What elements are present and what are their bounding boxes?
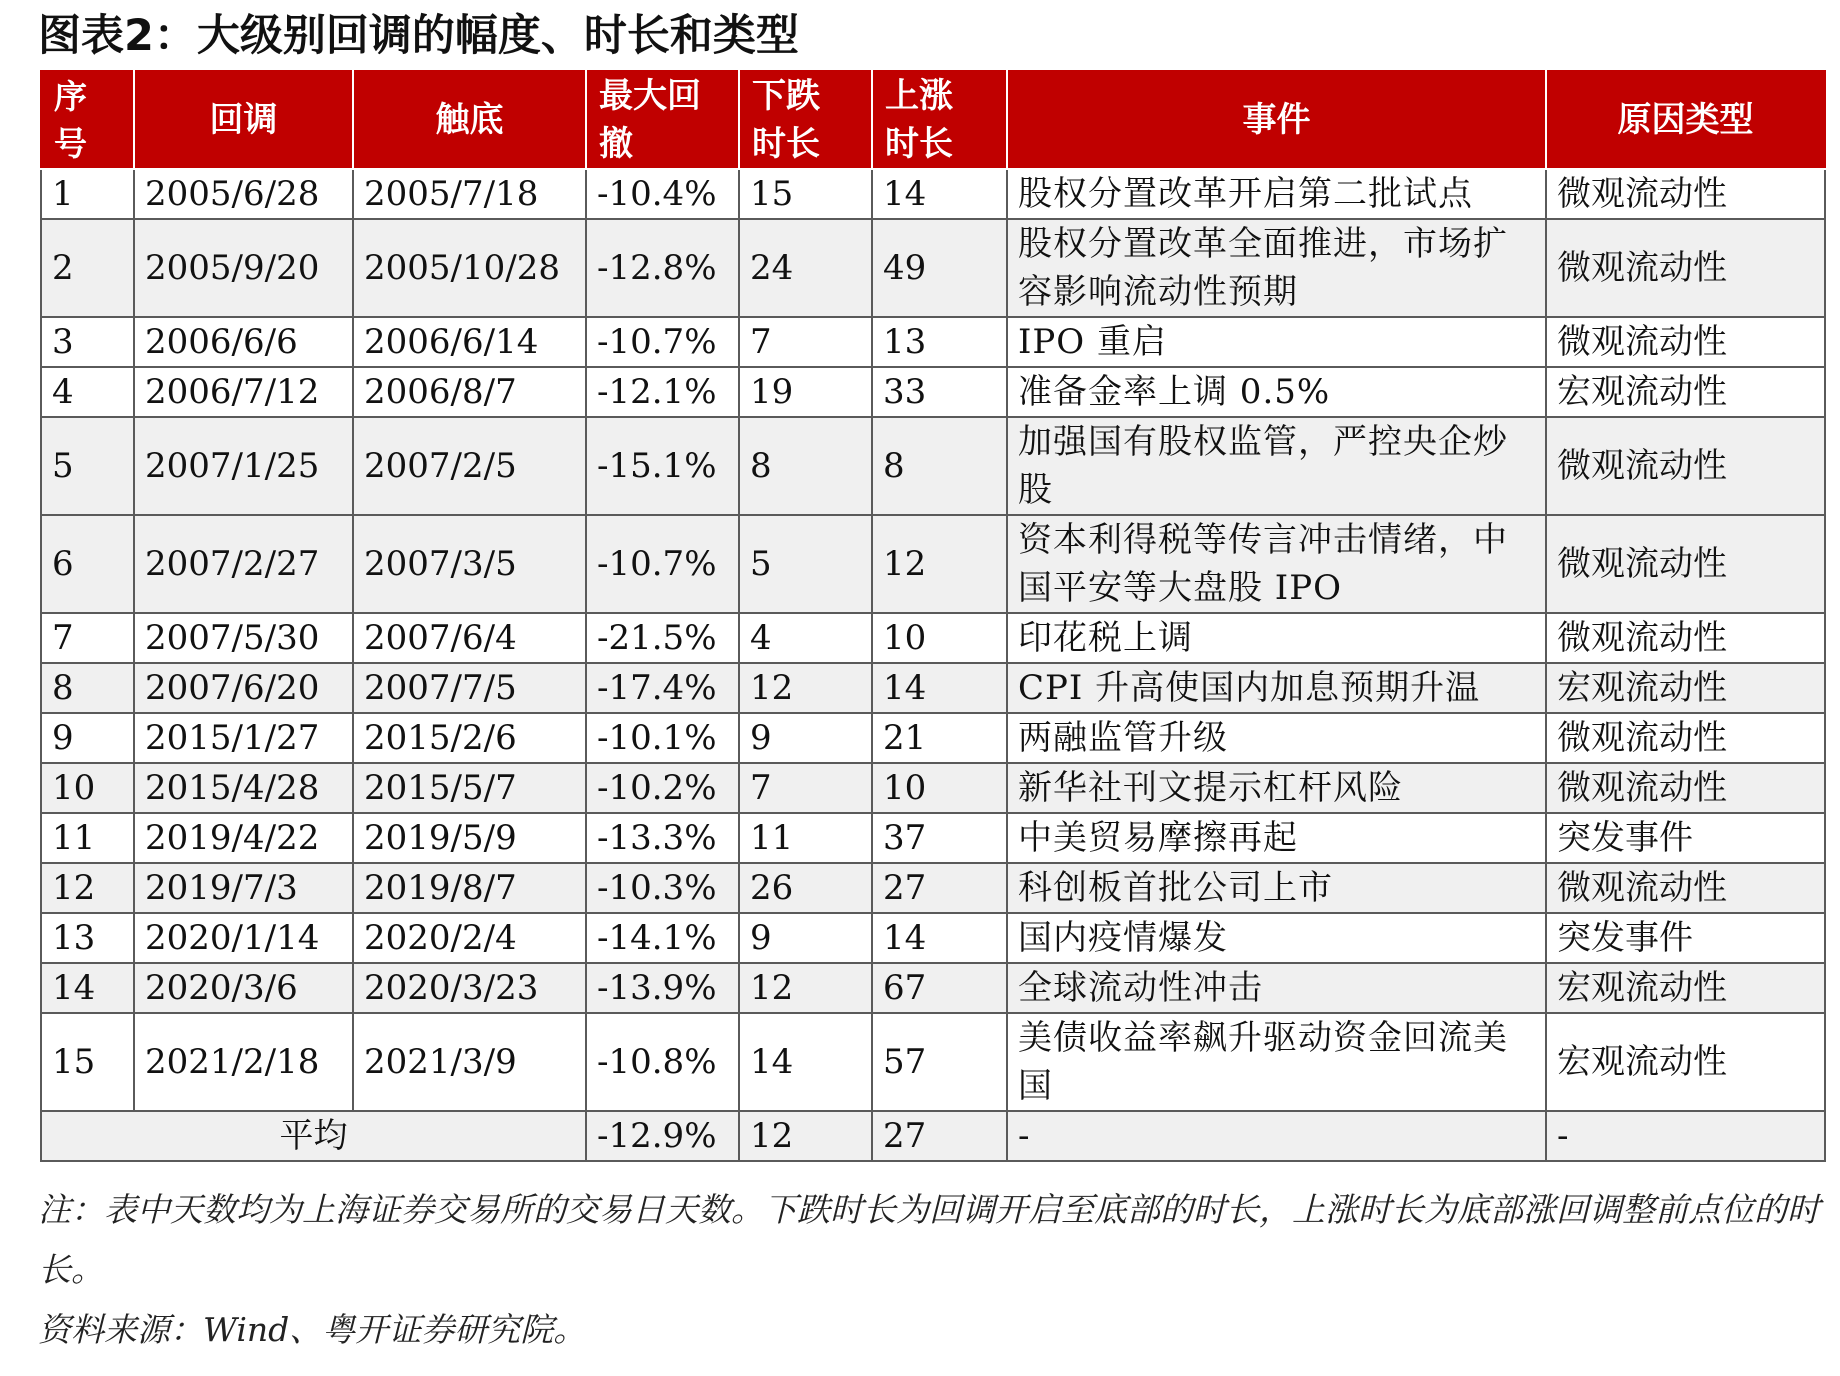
average-max-drawdown: -12.9% (586, 1111, 739, 1161)
row-event: 两融监管升级 (1007, 713, 1546, 763)
row-max-drawdown: -13.3% (586, 813, 739, 863)
table-row (41, 317, 1825, 367)
row-pullback-date: 2006/6/6 (134, 317, 353, 367)
row-index: 7 (41, 613, 134, 663)
header-index: 序号 (41, 71, 134, 169)
row-pullback-date: 2005/6/28 (134, 169, 353, 219)
row-decline-duration: 8 (739, 417, 872, 515)
row-cause-type: 微观流动性 (1546, 317, 1825, 367)
table-body (41, 169, 1825, 1161)
header-event: 事件 (1007, 71, 1546, 169)
row-max-drawdown: -17.4% (586, 663, 739, 713)
table-row (41, 713, 1825, 763)
row-max-drawdown: -21.5% (586, 613, 739, 663)
row-event: 中美贸易摩擦再起 (1007, 813, 1546, 863)
row-pullback-date: 2007/2/27 (134, 515, 353, 613)
row-decline-duration: 12 (739, 663, 872, 713)
row-event: 全球流动性冲击 (1007, 963, 1546, 1013)
row-rise-duration: 14 (872, 913, 1007, 963)
row-rise-duration: 8 (872, 417, 1007, 515)
row-index: 5 (41, 417, 134, 515)
average-rise: 27 (872, 1111, 1007, 1161)
row-pullback-date: 2007/6/20 (134, 663, 353, 713)
row-max-drawdown: -10.3% (586, 863, 739, 913)
row-decline-duration: 26 (739, 863, 872, 913)
row-cause-type: 宏观流动性 (1546, 367, 1825, 417)
row-decline-duration: 15 (739, 169, 872, 219)
row-max-drawdown: -13.9% (586, 963, 739, 1013)
row-index: 10 (41, 763, 134, 813)
row-event: CPI 升高使国内加息预期升温 (1007, 663, 1546, 713)
row-bottom-date: 2019/8/7 (353, 863, 586, 913)
row-bottom-date: 2007/2/5 (353, 417, 586, 515)
table-row (41, 613, 1825, 663)
row-bottom-date: 2007/3/5 (353, 515, 586, 613)
row-pullback-date: 2021/2/18 (134, 1013, 353, 1111)
header-cause-type: 原因类型 (1546, 71, 1825, 169)
row-decline-duration: 11 (739, 813, 872, 863)
row-event: 科创板首批公司上市 (1007, 863, 1546, 913)
header-decline-duration: 下跌时长 (739, 71, 872, 169)
pullback-table (40, 70, 1826, 1162)
row-bottom-date: 2015/2/6 (353, 713, 586, 763)
row-max-drawdown: -10.2% (586, 763, 739, 813)
row-max-drawdown: -12.1% (586, 367, 739, 417)
row-decline-duration: 12 (739, 963, 872, 1013)
average-row (41, 1111, 1825, 1161)
row-max-drawdown: -15.1% (586, 417, 739, 515)
row-index: 6 (41, 515, 134, 613)
row-bottom-date: 2019/5/9 (353, 813, 586, 863)
row-index: 4 (41, 367, 134, 417)
row-index: 2 (41, 219, 134, 317)
row-decline-duration: 9 (739, 913, 872, 963)
table-row (41, 863, 1825, 913)
row-cause-type: 突发事件 (1546, 813, 1825, 863)
table-note: 注：表中天数均为上海证券交易所的交易日天数。下跌时长为回调开启至底部的时长，上涨时长为底部涨回调整前点位的时长。 (38, 1190, 1820, 1289)
row-event: 印花税上调 (1007, 613, 1546, 663)
row-cause-type: 突发事件 (1546, 913, 1825, 963)
row-bottom-date: 2021/3/9 (353, 1013, 586, 1111)
row-pullback-date: 2019/4/22 (134, 813, 353, 863)
row-cause-type: 微观流动性 (1546, 417, 1825, 515)
row-index: 14 (41, 963, 134, 1013)
table-row (41, 169, 1825, 219)
row-bottom-date: 2007/7/5 (353, 663, 586, 713)
row-decline-duration: 7 (739, 317, 872, 367)
row-max-drawdown: -10.7% (586, 317, 739, 367)
row-event: IPO 重启 (1007, 317, 1546, 367)
average-decline: 12 (739, 1111, 872, 1161)
table-row (41, 913, 1825, 963)
average-event: - (1007, 1111, 1546, 1161)
row-index: 8 (41, 663, 134, 713)
row-max-drawdown: -10.4% (586, 169, 739, 219)
table-row (41, 663, 1825, 713)
row-rise-duration: 12 (872, 515, 1007, 613)
row-event: 美债收益率飙升驱动资金回流美国 (1007, 1013, 1546, 1111)
row-rise-duration: 21 (872, 713, 1007, 763)
row-cause-type: 微观流动性 (1546, 515, 1825, 613)
row-bottom-date: 2006/8/7 (353, 367, 586, 417)
row-rise-duration: 37 (872, 813, 1007, 863)
row-cause-type: 微观流动性 (1546, 863, 1825, 913)
table-row (41, 367, 1825, 417)
row-max-drawdown: -10.7% (586, 515, 739, 613)
row-bottom-date: 2005/7/18 (353, 169, 586, 219)
row-cause-type: 宏观流动性 (1546, 663, 1825, 713)
row-rise-duration: 57 (872, 1013, 1007, 1111)
row-rise-duration: 33 (872, 367, 1007, 417)
data-source: 资料来源：Wind、粤开证券研究院。 (38, 1310, 587, 1349)
row-cause-type: 宏观流动性 (1546, 963, 1825, 1013)
row-decline-duration: 24 (739, 219, 872, 317)
row-event: 股权分置改革全面推进，市场扩容影响流动性预期 (1007, 219, 1546, 317)
row-rise-duration: 49 (872, 219, 1007, 317)
row-max-drawdown: -12.8% (586, 219, 739, 317)
row-index: 13 (41, 913, 134, 963)
average-cause: - (1546, 1111, 1825, 1161)
row-cause-type: 微观流动性 (1546, 713, 1825, 763)
row-pullback-date: 2015/1/27 (134, 713, 353, 763)
row-decline-duration: 4 (739, 613, 872, 663)
row-cause-type: 微观流动性 (1546, 763, 1825, 813)
row-event: 资本利得税等传言冲击情绪，中国平安等大盘股 IPO (1007, 515, 1546, 613)
table-row (41, 963, 1825, 1013)
row-pullback-date: 2007/5/30 (134, 613, 353, 663)
row-decline-duration: 14 (739, 1013, 872, 1111)
row-rise-duration: 14 (872, 663, 1007, 713)
row-index: 15 (41, 1013, 134, 1111)
row-max-drawdown: -14.1% (586, 913, 739, 963)
row-bottom-date: 2005/10/28 (353, 219, 586, 317)
table-row (41, 1013, 1825, 1111)
row-rise-duration: 67 (872, 963, 1007, 1013)
row-max-drawdown: -10.1% (586, 713, 739, 763)
table-header-row (41, 71, 1825, 169)
row-decline-duration: 5 (739, 515, 872, 613)
row-pullback-date: 2020/1/14 (134, 913, 353, 963)
header-rise-duration: 上涨时长 (872, 71, 1007, 169)
table-row (41, 763, 1825, 813)
row-decline-duration: 7 (739, 763, 872, 813)
row-max-drawdown: -10.8% (586, 1013, 739, 1111)
row-pullback-date: 2015/4/28 (134, 763, 353, 813)
row-cause-type: 微观流动性 (1546, 169, 1825, 219)
row-bottom-date: 2020/3/23 (353, 963, 586, 1013)
header-max-drawdown: 最大回撤 (586, 71, 739, 169)
row-index: 12 (41, 863, 134, 913)
header-pullback: 回调 (134, 71, 353, 169)
row-event: 加强国有股权监管，严控央企炒股 (1007, 417, 1546, 515)
table-row (41, 219, 1825, 317)
figure-title: 图表2：大级别回调的幅度、时长和类型 (38, 11, 799, 61)
row-bottom-date: 2015/5/7 (353, 763, 586, 813)
row-pullback-date: 2020/3/6 (134, 963, 353, 1013)
row-bottom-date: 2007/6/4 (353, 613, 586, 663)
row-bottom-date: 2006/6/14 (353, 317, 586, 367)
row-pullback-date: 2019/7/3 (134, 863, 353, 913)
row-cause-type: 微观流动性 (1546, 219, 1825, 317)
table-row (41, 813, 1825, 863)
row-pullback-date: 2007/1/25 (134, 417, 353, 515)
row-index: 9 (41, 713, 134, 763)
row-event: 准备金率上调 0.5% (1007, 367, 1546, 417)
row-decline-duration: 9 (739, 713, 872, 763)
row-rise-duration: 13 (872, 317, 1007, 367)
row-index: 3 (41, 317, 134, 367)
row-pullback-date: 2005/9/20 (134, 219, 353, 317)
table-row (41, 417, 1825, 515)
table-row (41, 515, 1825, 613)
row-event: 股权分置改革开启第二批试点 (1007, 169, 1546, 219)
row-rise-duration: 10 (872, 613, 1007, 663)
row-bottom-date: 2020/2/4 (353, 913, 586, 963)
average-label: 平均 (41, 1111, 586, 1161)
row-event: 国内疫情爆发 (1007, 913, 1546, 963)
header-bottom: 触底 (353, 71, 586, 169)
row-cause-type: 微观流动性 (1546, 613, 1825, 663)
row-decline-duration: 19 (739, 367, 872, 417)
row-event: 新华社刊文提示杠杆风险 (1007, 763, 1546, 813)
row-pullback-date: 2006/7/12 (134, 367, 353, 417)
row-rise-duration: 27 (872, 863, 1007, 913)
row-rise-duration: 14 (872, 169, 1007, 219)
row-cause-type: 宏观流动性 (1546, 1013, 1825, 1111)
row-index: 1 (41, 169, 134, 219)
row-rise-duration: 10 (872, 763, 1007, 813)
row-index: 11 (41, 813, 134, 863)
